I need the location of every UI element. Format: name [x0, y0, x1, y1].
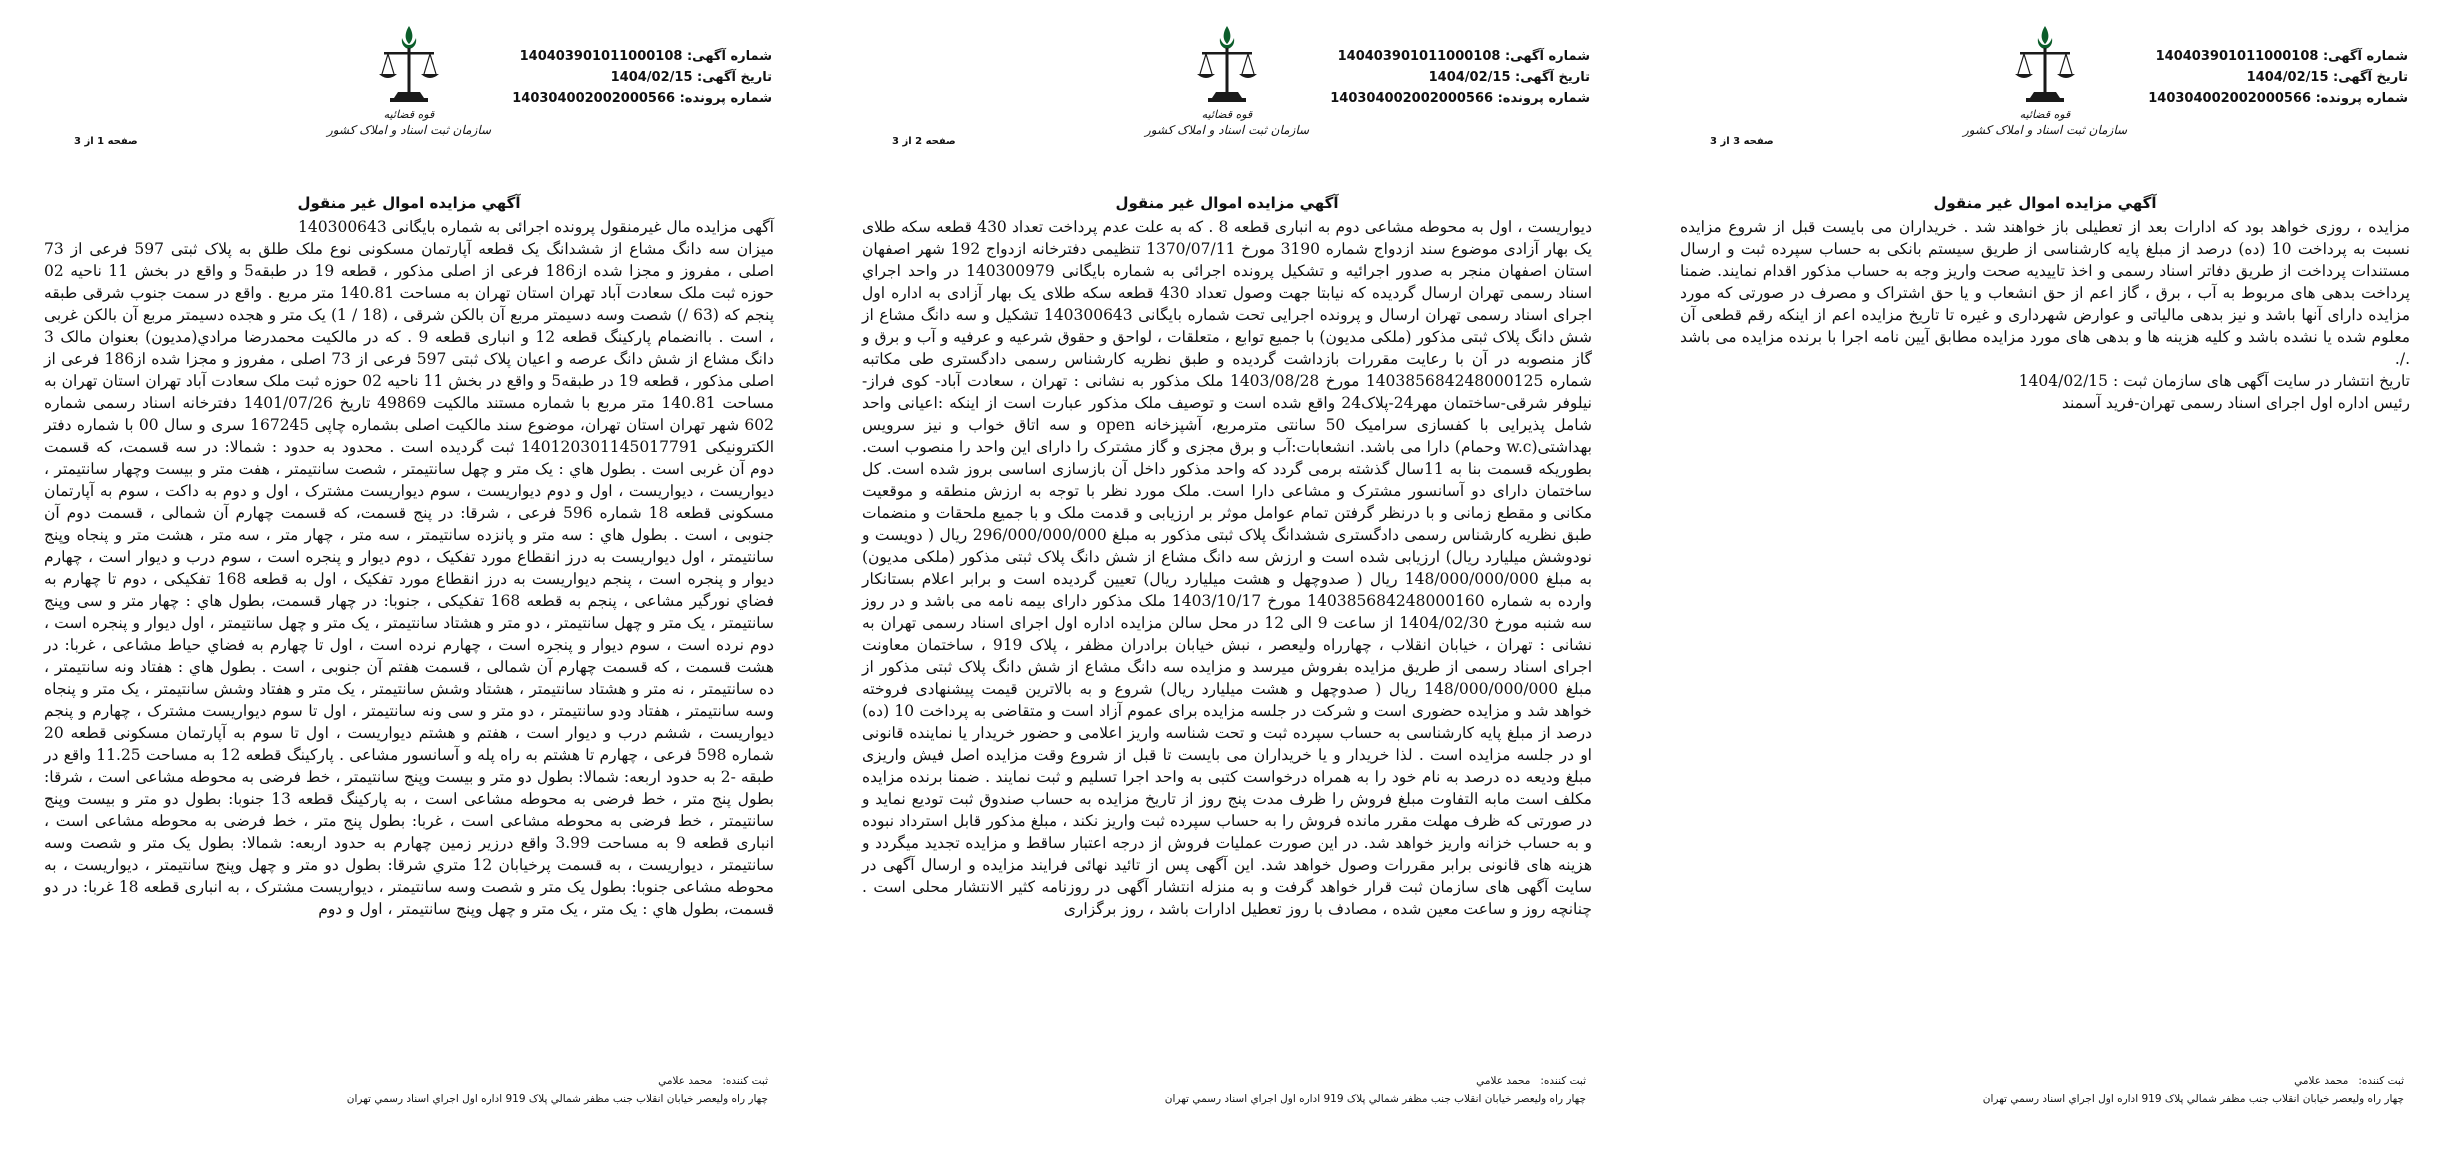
registrar-name: محمد علامي [1476, 1075, 1531, 1087]
case-number: 140304002002000566 [2148, 91, 2312, 106]
body-paragraph: میزان سه دانگ مشاع از ششدانگ یک قطعه آپارتمان مسکونی نوع ملک طلق به پلاک ثبتی 597 فرعی از 73 اصلی ، مفروز و مجزا شده از186 فرعی از اصلی مذکور ، قطعه 19 در طبقه5 و واقع در بخش 11 ناحیه 02 حوزه ثبت ملک سعادت آباد تهران استان تهران به مساحت 140.81 متر مربع . واقع در سمت جنوب شرقی طبقه پنجم که (63 /) شصت وسه دسیمتر مربع آن بالکن شرقی ، (18 / 1) یک متر و هجده دسیمتر مربع آن بالکن غربی ، است . باانضمام پارکینگ قطعه 12 و انباری قطعه 9 . که در مالکیت محمدرضا مرادي(مدیون) بعنوان مالک 3 دانگ مشاع از شش دانگ عرصه و اعیان پلاک ثبتی 597 فرعی از 73 اصلی ، مفروز و مجزا شده از186 فرعی از اصلی مذکور ، قطعه 19 در طبقه5 و واقع در بخش 11 ناحیه 02 حوزه ثبت ملک سعادت آباد تهران استان تهران به مساحت 140.81 متر مربع با شماره مستند مالکیت 49869 تاریخ 1401/07/26 دفترخانه اسناد رسمی شماره 602 شهر تهران استان تهران، موضوع سند مالکیت اصلی بشماره چاپی 167245 سری و سال 00 با شماره دفتر الکترونیکی 140120301145017791 ثبت گردیده است . محدود به حدود : شمالا: در سه قسمت، که قسمت دوم آن غربی است . بطول هاي : یک متر و چهل سانتیمتر ، شصت سانتیمتر ، هفت متر و بیست وچهار سانتیمتر ، دیواریست ، دیواریست ، اول و دوم دیواریست ، سوم دیواریست مشترک ، اول و دوم به داکت ، سوم به آپارتمان مسکونی قطعه 18 شماره 596 فرعی ، شرقا: در پنج قسمت، که قسمت چهارم آن شمالی ، قسمت دوم آن جنوبی ، است . بطول هاي : سه متر و پانزده سانتیمتر ، سه متر ، چهار متر ، سه متر ، هشت متر و پنجاه وپنج سانتیمتر ، اول دیواریست به درز انقطاع مورد تفکیک ، دوم دیوار و پنجره است ، سوم درب و دیوار است ، چهارم دیوار و پنجره است ، پنجم دیواریست به درز انقطاع مورد تفکیک ، اول به قطعه 168 تفکیکی ، دوم تا چهارم به فضاي نورگیر مشاعی ، پنجم به قطعه 168 تفکیکی ، جنوبا: در چهار قسمت، بطول هاي : چهار متر و سی وپنج سانتیمتر ، یک متر و چهل سانتیمتر ، دو متر و هشتاد سانتیمتر ، یک متر و چهل سانتیمتر ، اول دیوار و پنجره است ، دوم نرده است ، سوم دیوار و پنجره است ، چهارم نرده است ، اول تا چهارم به فضاي حیاط مشاعی ، غربا: در هشت قسمت ، که قسمت چهارم آن شمالی ، قسمت هفتم آن جنوبی ، است . بطول هاي : هفتاد ونه سانتیمتر ، ده سانتیمتر ، نه متر و هشتاد سانتیمتر ، هشتاد وشش سانتیمتر ، یک متر و هفتاد وشش سانتیمتر ، یک متر و پنجاه وسه سانتیمتر ، هفتاد ودو سانتیمتر ، دو متر و سی ونه سانتیمتر ، اول تا سوم دیواریست مشترک ، چهارم و پنجم دیواریست ، ششم درب و دیوار است ، هفتم و هشتم دیواریست ، اول تا سوم به آپارتمان مسکونی قطعه 20 شماره 598 فرعی ، چهارم تا هشتم به راه پله و آسانسور مشاعی . پارکینگ قطعه 12 به مساحت 11.25 واقع در طبقه -2 به حدود اربعه: شمالا: بطول دو متر و بیست وپنج سانتیمتر ، خط فرضی به محوطه مشاعی است ، شرقا: بطول پنج متر ، خط فرضی به محوطه مشاعی است ، به پارکینگ قطعه 13 جنوبا: بطول دو متر و بیست وپنج سانتیمتر ، خط فرضی به محوطه مشاعی است ، غربا: بطول پنج متر ، خط فرضی به محوطه مشاعی است ، انباری قطعه 9 به مساحت 3.99 واقع درزیر زمین چهارم به حدود اربعه: شمالا: بطول یک متر و شصت وسه سانتیمتر ، دیواریست ، به قسمت پرخیابان 12 متري شرقا: بطول دو متر و چهل وپنج سانتیمتر ، دیواریست ، به محوطه مشاعی جنوبا: بطول یک متر و شصت وسه سانتیمتر ، دیواریست مشترک ، به انباری قطعه 18 غربا: در دو قسمت، بطول هاي : یک متر ، یک متر و چهل وپنج سانتیمتر ، اول و دوم [44, 240, 775, 918]
signatory-line: رئیس اداره اول اجرای اسناد رسمی تهران-فرید آسمند [2061, 394, 2410, 412]
office-address: چهار راه ولیعصر خیابان انقلاب جنب مظفر شمالي پلاک 919 اداره اول اجراي اسناد رسمي تهران [1164, 1093, 1586, 1105]
notice-title: آگهي مزايده اموال غير منقول [1933, 194, 2157, 212]
notice-number: 140403901011000108 [2155, 49, 2319, 64]
notice-title: آگهي مزايده اموال غير منقول [297, 194, 521, 212]
notice-meta [1330, 46, 1590, 109]
scales-of-justice-icon [2010, 22, 2080, 112]
notice-number-label: شماره آگهی: [686, 49, 772, 64]
registrar-label: ثبت کننده: [2358, 1075, 2404, 1087]
notice-number: 140403901011000108 [1337, 49, 1501, 64]
notice-date: 1404/02/15 [1428, 70, 1511, 85]
emblem-caption-judiciary: قوه قضائیه [2019, 108, 2071, 121]
notice-number: 140403901011000108 [519, 49, 683, 64]
registrar-label: ثبت کننده: [1540, 1075, 1586, 1087]
registrar-label: ثبت کننده: [722, 1075, 768, 1087]
page-footer [868, 1072, 1586, 1108]
body-paragraph: مزایده ، روزی خواهد بود که ادارات بعد از تعطیلی باز خواهند شد . خریداران می بایست قبل از شروع مزایده نسبت به پرداخت 10 (ده) درصد از مبلغ پایه کارشناسی از طریق سیستم بانکی به حساب سپرده ثبت و ارسال مستندات پرداخت از طریق دفاتر اسناد رسمی و اخذ تاییدیه صحت واریز وجه به حساب مذکور اقدام نمایند. ضمنا پرداخت بدهی های مربوط به آب ، برق ، گاز اعم از حق انشعاب و یا حق اشتراک و مصرف در صورتی که مورد مزایده دارای آنها باشد و نیز بدهی مالیاتی و عوارض شهرداری و غیره تا تاریخ مزایده اعم از اینکه رقم قطعی آن معلوم شده یا نشده باشد و کلیه هزینه ها و بدهی های مورد مزایده مطابق آیین نامه اجرا با برنده مزایده می باشد ./. [1680, 218, 2410, 368]
case-number-label: شماره پرونده: [1497, 91, 1590, 106]
page-header [842, 0, 1612, 170]
office-address: چهار راه ولیعصر خیابان انقلاب جنب مظفر شمالي پلاک 919 اداره اول اجراي اسناد رسمي تهران [1982, 1093, 2404, 1105]
case-number-label: شماره پرونده: [679, 91, 772, 106]
notice-meta [512, 46, 772, 109]
judiciary-emblem [314, 22, 504, 172]
notice-date-label: تاریخ آگهی: [2333, 70, 2408, 85]
notice-body [842, 216, 1612, 920]
page-number: صفحه 3 از 3 [1710, 136, 1774, 147]
emblem-caption-judiciary: قوه قضائیه [1201, 108, 1253, 121]
case-number: 140304002002000566 [512, 91, 676, 106]
emblem-caption-registry: سازمان ثبت اسناد و املاک کشور [326, 123, 492, 137]
scales-of-justice-icon [374, 22, 444, 112]
notice-number-label: شماره آگهی: [2322, 49, 2408, 64]
notice-date-label: تاریخ آگهی: [697, 70, 772, 85]
page-number: صفحه 1 از 3 [74, 136, 138, 147]
body-paragraph: دیواریست ، اول به محوطه مشاعی دوم به انباری قطعه 8 . که به علت عدم پرداخت تعداد 430 قطعه سکه طلای یک بهار آزادی موضوع سند ازدواج شماره 3190 مورخ 1370/07/11 تنظیمی دفترخانه ازدواج 192 شهر اصفهان استان اصفهان منجر به صدور اجرائیه و تشکیل پرونده اجرائی به شماره بایگانی 140300979 در واحد اجراي اسناد رسمی تهران ارسال گردیده که نیابتا جهت وصول تعداد 430 قطعه سکه طلای یک بهار آزادی به اداره اول اجرای اسناد رسمی تهران ارسال و پرونده اجرایی تحت شماره بایگانی 140300643 تشکیل و سه دانگ مشاع از شش دانگ پلاک ثبتی مذکور (ملکی مدیون) با جمیع توابع ، متعلقات ، لواحق و حقوق شرعیه و عرفیه و آب و برق و گاز منصوبه در آن با رعایت مقررات بازداشت گردیده و طبق نظریه کارشناس رسمی دادگستری طی مکاتبه شماره 140385684248000125 مورخ 1403/08/28 ملک مذکور به نشانی : تهران ، سعادت آباد- کوی فراز-نیلوفر شرقی-ساختمان مهر24-پلاک24 واقع شده است و توصیف ملک مذکور عبارت است از اینکه :اعیانی واحد شامل پذیرایی با کفسازی سرامیک 50 سانتی مترمربع، آشپزخانه open و سه اتاق خواب و نیز سرویس بهداشتی(w.c وحمام) دارا می باشد. انشعابات:آب و برق مجزی و گاز مشترک را دارای این واحد را منصوب است. بطوریکه قسمت بنا به 11سال گذشته برمی گردد که واحد مذکور داخل آن بازسازی اساسی بروز شده است. کل ساختمان دارای دو آسانسور مشترک و مشاعی دارا است. ملک مورد نظر با توجه به ارزش منطقه و موقعیت مکانی و مقطع زمانی و با درنظر گرفتن تمام عوامل موثر بر ارزیابی و قدمت ملک و با جمیع ملحقات و منضمات طبق نظریه کارشناس رسمی دادگستری ششدانگ پلاک ثبتی مذکور به مبلغ 296/000/000/000 ریال ( دویست و نودوشش میلیارد ریال) ارزیابی شده است و ارزش سه دانگ مشاع از شش دانگ پلاک ثبتی مذکور (ملکی مدیون) به مبلغ 148/000/000/000 ریال ( صدوچهل و هشت میلیارد ریال) تعیین گردیده است و برابر اعلام بستانکار وارده به شماره 140385684248000160 مورخ 1403/10/17 ملک مذکور دارای بیمه نامه می باشد و در روز سه شنبه مورخ 1404/02/30 از ساعت 9 الی 12 در محل سالن مزایده اداره اول اجرای اسناد رسمی تهران به نشانی : تهران ، خیابان انقلاب ، چهارراه ولیعصر ، نبش خیابان برادران مظفر ، پلاک 919 ، ساختمان معاونت اجرای اسناد رسمی از طریق مزایده بفروش میرسد و مزایده سه دانگ مشاع از شش دانگ پلاک ثبتی مذکور از مبلغ 148/000/000/000 ریال ( صدوچهل و هشت میلیارد ریال) شروع و به بالاترین قیمت پیشنهادی فروخته خواهد شد و مزایده حضوری است و شرکت در جلسه مزایده برای عموم آزاد است و متقاضی به پرداخت 10 (ده) درصد از مبلغ پایه کارشناسی به حساب سپرده ثبت و تحت شناسه واریز اعلامی و حضور خریدار یا نماینده قانونی او در جلسه مزایده است . لذا خریدار و یا خریداران می بایست تا قبل از شروع وقت مزایده اصل فیش واریزی مبلغ ودیعه ده درصد به نام خود را به همراه درخواست کتبی به واحد اجرا تسلیم و ثبت نمایند . ضمنا برنده مزایده مکلف است مابه التفاوت مبلغ فروش را ظرف مدت پنج روز از تاریخ مزایده به حساب صندوق ثبت تودیع نماید و در صورتی که ظرف مهلت مقرر مانده فروش را به حساب سپرده ثبت واریز نکند ، مبلغ مذکور قابل استرداد نبوده و به حساب خزانه واریز خواهد شد. در این صورت عملیات فروش از درجه اعتبار ساقط و مزایده تجدید میگردد و هزینه های قانونی برابر مقررات وصول خواهد شد. این آگهی پس از تائید نهائی فرایند مزایده و ارسال آگهی در سایت آگهی های سازمان ثبت قرار خواهد گرفت و به منزله انتشار آگهی در روزنامه کثیر الانتشار محلی است . چنانچه روز و ساعت معین شده ، مصادف با روز تعطیل ادارات باشد ، روز برگزاری [862, 218, 1593, 918]
judiciary-emblem [1132, 22, 1322, 172]
emblem-caption-registry: سازمان ثبت اسناد و املاک کشور [1144, 123, 1310, 137]
notice-date: 1404/02/15 [2246, 70, 2329, 85]
emblem-caption-registry: سازمان ثبت اسناد و املاک کشور [1962, 123, 2128, 137]
page-footer [1686, 1072, 2404, 1108]
notice-page-3 [1636, 0, 2454, 1154]
page-number: صفحه 2 از 3 [892, 136, 956, 147]
notice-title: آگهي مزايده اموال غير منقول [1115, 194, 1339, 212]
publication-date-line: تاریخ انتشار در سایت آگهی های سازمان ثبت : 1404/02/15 [2018, 372, 2410, 390]
case-number: 140304002002000566 [1330, 91, 1494, 106]
notice-body [1660, 216, 2430, 414]
judiciary-emblem [1950, 22, 2140, 172]
notice-page-1 [0, 0, 818, 1154]
page-header [24, 0, 794, 170]
body-paragraph: آگهی مزایده مال غیرمنقول پرونده اجرائی به شماره بایگانی 140300643 [298, 218, 774, 236]
notice-page-2 [818, 0, 1636, 1154]
page-footer [50, 1072, 768, 1108]
scales-of-justice-icon [1192, 22, 1262, 112]
notice-date-label: تاریخ آگهی: [1515, 70, 1590, 85]
notice-body [24, 216, 794, 920]
notice-meta [2148, 46, 2408, 109]
page-header [1660, 0, 2430, 170]
emblem-caption-judiciary: قوه قضائیه [383, 108, 435, 121]
registrar-name: محمد علامي [2294, 1075, 2349, 1087]
case-number-label: شماره پرونده: [2315, 91, 2408, 106]
notice-date: 1404/02/15 [610, 70, 693, 85]
notice-number-label: شماره آگهی: [1504, 49, 1590, 64]
office-address: چهار راه ولیعصر خیابان انقلاب جنب مظفر شمالي پلاک 919 اداره اول اجراي اسناد رسمي تهران [346, 1093, 768, 1105]
registrar-name: محمد علامي [658, 1075, 713, 1087]
